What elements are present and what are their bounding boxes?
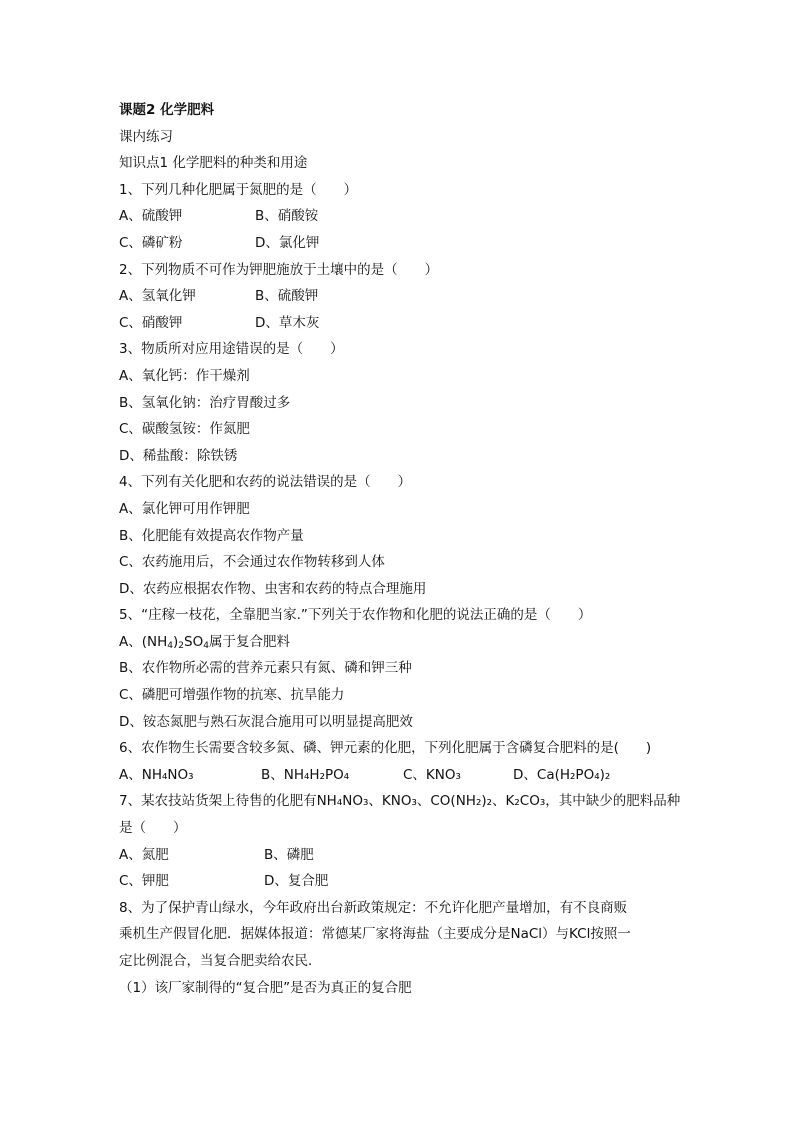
question-8-line-3: 定比例混合，当复合肥卖给农民．: [119, 953, 322, 969]
q7-option-c: C、钾肥: [119, 873, 169, 890]
q7-option-b: B、磷肥: [264, 846, 314, 863]
knowledge-point-heading: 知识点1 化学肥料的种类和用途: [119, 155, 308, 172]
document-body: [119, 97, 689, 1001]
q1-option-d: D、氯化钾: [255, 234, 320, 251]
question-3-stem: 3、物质所对应用途错误的是（ ）: [119, 341, 344, 358]
q2-option-b: B、硫酸钾: [255, 288, 319, 305]
question-2-stem: 2、下列物质不可作为钾肥施放于土壤中的是（ ）: [119, 261, 439, 278]
question-6-options: [119, 762, 689, 789]
q4-option-b: B、化肥能有效提高农作物产量: [119, 527, 304, 544]
q6-option-c: C、KNO₃: [403, 766, 461, 783]
q3-option-c: C、碳酸氢铵：作氮肥: [119, 421, 250, 438]
question-6-stem: 6、农作物生长需要含较多氮、磷、钾元素的化肥，下列化肥属于含磷复合肥料的是( ): [119, 740, 652, 757]
q5-option-d: D、铵态氮肥与熟石灰混合施用可以明显提高肥效: [119, 713, 413, 730]
question-1-options-row-2: [119, 230, 689, 257]
q2-option-d: D、草木灰: [255, 314, 320, 331]
q4-option-a: A、氯化钾可用作钾肥: [119, 500, 250, 517]
q3-option-d: D、稀盐酸：除铁锈: [119, 447, 238, 464]
q2-option-a: A、氢氧化钾: [119, 288, 196, 305]
q6-option-b: B、NH₄H₂PO₄: [261, 766, 350, 783]
q4-option-d: D、农药应根据农作物、虫害和农药的特点合理施用: [119, 580, 427, 597]
question-7-options-row-2: [119, 868, 689, 895]
question-7-options-row-1: [119, 842, 689, 869]
q6-option-a: A、NH₄NO₃: [119, 766, 194, 783]
q7-option-a: A、氮肥: [119, 846, 169, 863]
q7-option-d: D、复合肥: [264, 873, 329, 890]
q1-option-b: B、硝酸铵: [255, 208, 319, 225]
q6-option-d: D、Ca(H₂PO₄)₂: [513, 766, 611, 783]
question-7-stem-line-2: 是（ ）: [119, 820, 187, 837]
q1-option-c: C、磷矿粉: [119, 234, 183, 251]
q3-option-a: A、氧化钙：作干燥剂: [119, 367, 250, 384]
q5-option-a: A、$(NH_4)_2SO_4$属于复合肥料: [119, 633, 290, 651]
question-1-stem: 1、下列几种化肥属于氮肥的是（ ）: [119, 181, 358, 198]
question-8-line-2: 乘机生产假冒化肥．据媒体报道：常德某厂家将海盐（主要成分是NaCl）与KCl按照一: [119, 926, 631, 943]
q5-option-c: C、磷肥可增强作物的抗寒、抗旱能力: [119, 687, 345, 704]
q1-option-a: A、硫酸钾: [119, 208, 183, 225]
question-5-stem: 5、“庄稼一枝花，全靠肥当家.”下列关于农作物和化肥的说法正确的是（ ）: [119, 607, 592, 624]
q5-option-b: B、农作物所必需的营养元素只有氮、磷和钾三种: [119, 660, 412, 677]
practice-heading: 课内练习: [119, 128, 173, 145]
q3-option-b: B、氢氧化钠：治疗胃酸过多: [119, 394, 291, 411]
question-8-line-1: 8、为了保护青山绿水，今年政府出台新政策规定：不允许化肥产量增加，有不良商贩: [119, 899, 628, 916]
question-2-options-row-1: [119, 283, 689, 310]
lesson-title: 课题2 化学肥料: [119, 102, 215, 118]
q4-option-c: C、农药施用后，不会通过农作物转移到人体: [119, 554, 385, 571]
question-8-sub-question-1: （1）该厂家制得的“复合肥”是否为真正的复合肥: [119, 979, 412, 996]
question-7-stem-line-1: 7、某农技站货架上待售的化肥有NH₄NO₃、KNO₃、CO(NH₂)₂、K₂CO₃，其中缺少的肥料品种: [119, 793, 681, 810]
question-1-options-row-1: [119, 203, 689, 230]
q2-option-c: C、硝酸钾: [119, 314, 183, 331]
question-2-options-row-2: [119, 310, 689, 337]
question-4-stem: 4、下列有关化肥和农药的说法错误的是（ ）: [119, 474, 412, 491]
